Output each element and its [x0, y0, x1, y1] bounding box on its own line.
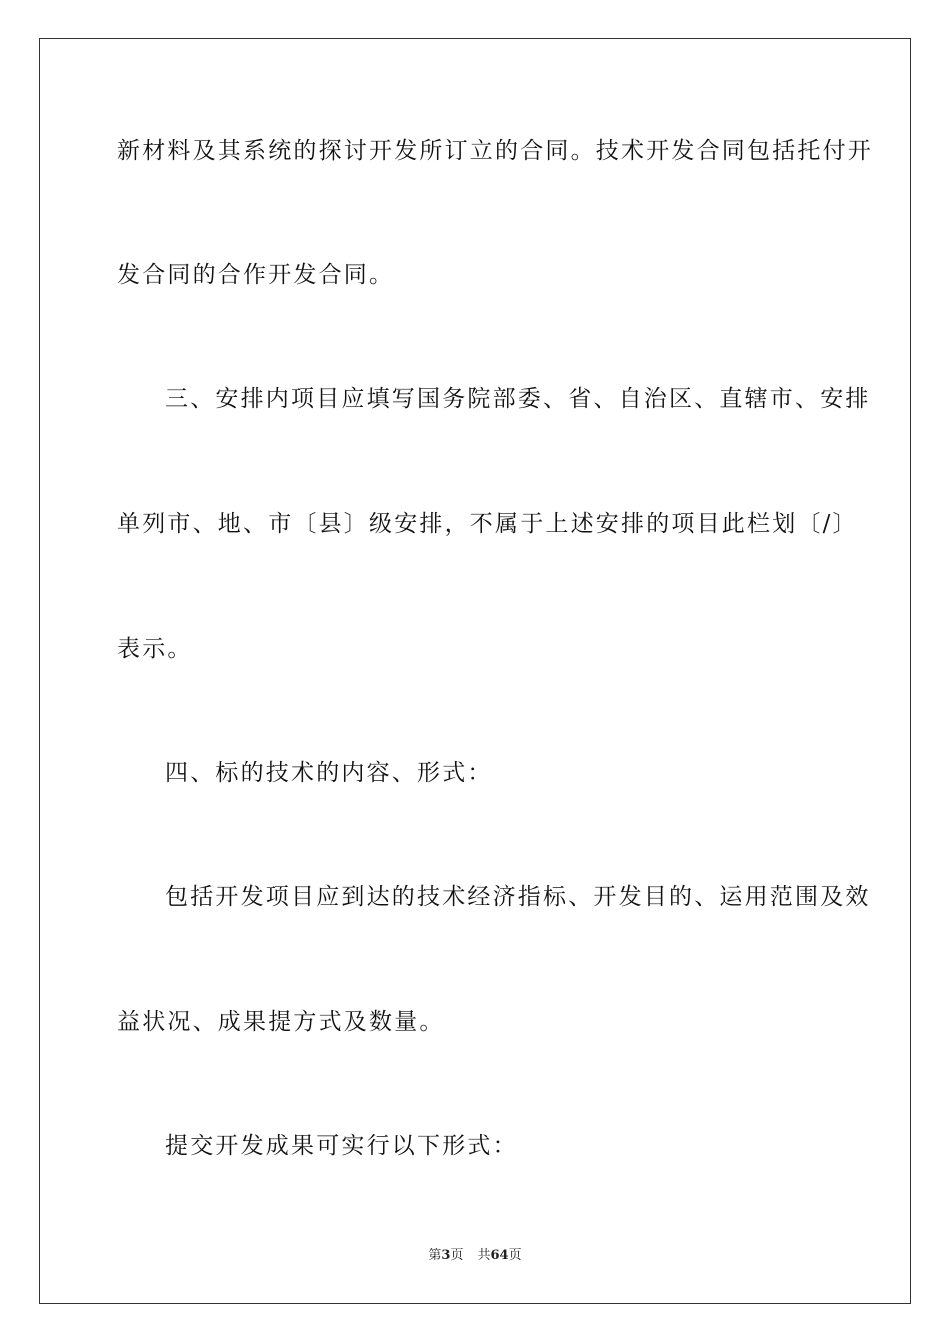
paragraph-line-3: 三、安排内项目应填写国务院部委、省、自治区、直辖市、安排	[165, 386, 871, 412]
total-pages: 64	[490, 1248, 509, 1263]
page-suffix: 页	[450, 1248, 464, 1263]
page-number: 3	[441, 1248, 451, 1263]
section-heading-4: 四、标的技术的内容、形式：	[165, 760, 493, 786]
page-prefix: 第	[428, 1248, 442, 1263]
page-frame	[39, 38, 911, 1304]
paragraph-line-8: 益状况、成果提方式及数量。	[117, 1009, 445, 1035]
page-footer	[0, 1247, 950, 1265]
paragraph-line-4: 单列市、地、市〔县〕级安排，不属于上述安排的项目此栏划〔/〕	[117, 511, 858, 537]
paragraph-line-2: 发合同的合作开发合同。	[117, 262, 395, 288]
paragraph-line-9: 提交开发成果可实行以下形式：	[165, 1133, 518, 1159]
total-suffix: 页	[508, 1248, 522, 1263]
paragraph-line-5: 表示。	[117, 636, 193, 662]
paragraph-line-1: 新材料及其系统的探讨开发所订立的合同。技术开发合同包括托付开	[117, 138, 873, 164]
total-prefix: 共	[477, 1248, 491, 1263]
paragraph-line-7: 包括开发项目应到达的技术经济指标、开发目的、运用范围及效	[165, 884, 871, 910]
